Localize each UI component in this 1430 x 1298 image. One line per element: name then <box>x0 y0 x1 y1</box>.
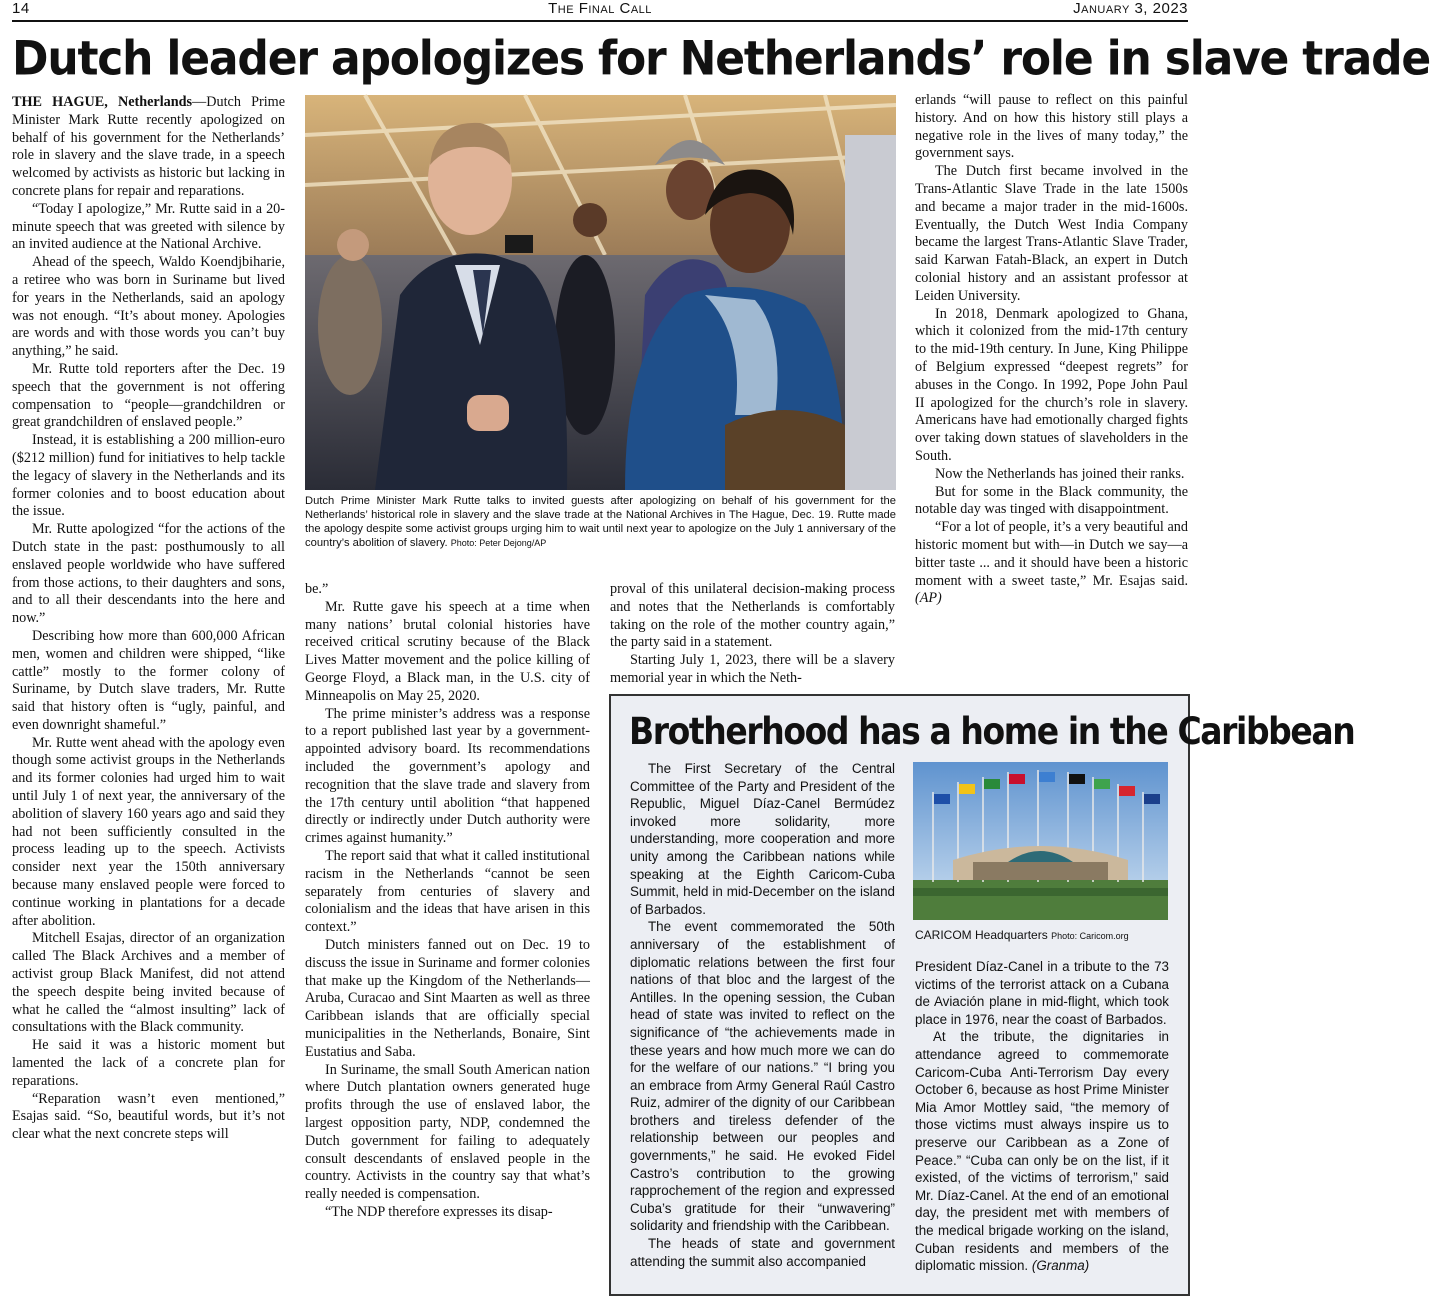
sidebar-signoff: (Granma) <box>1031 1258 1090 1274</box>
issue-date: January 3, 2023 <box>1073 0 1188 17</box>
article-paragraph: Describing how more than 600,000 African men, women and children were shipped, “like cattle” mostly to the former colony of Suriname, by Dutch slave traders, Mr. Rutte said that history often is “ugly, painful, and even downright shameful.” <box>12 627 285 733</box>
caricom-photo-credit: Photo: Caricom.org <box>1051 931 1129 941</box>
sidebar-paragraph: The heads of state and government attending the summit also accompanied <box>630 1236 895 1269</box>
article-paragraph: “Reparation wasn’t even mentioned,” Esajas said. “So, beautiful words, but it’s not clear what the next concrete steps will <box>12 1090 285 1143</box>
sidebar-column-1 <box>630 760 895 1270</box>
article-column-3 <box>610 581 895 688</box>
caricom-photo <box>913 762 1168 920</box>
article-paragraph: be.” <box>305 581 329 597</box>
article-signoff: (AP) <box>915 590 942 607</box>
sidebar-column-2 <box>915 958 1169 1275</box>
article-paragraph: Now the Netherlands has joined their ranks. <box>935 465 1185 482</box>
page-number: 14 <box>12 0 30 17</box>
article-paragraph: Mr. Rutte gave his speech at a time when many nations’ brutal colonial histories have received critical scrutiny because of the Black Lives Matter movement and the police killing of George Floyd, a Black man, in the U.S. city of Minneapolis on May 25, 2020. <box>305 598 590 704</box>
sidebar-paragraph: President Díaz-Canel in a tribute to the 73 victims of the terrorist attack on a Cubana de Aviación plane in mid-flight, which took place in 1976, near the coast of Barbados. <box>915 959 1169 1027</box>
article-paragraph: “The NDP therefore expresses its disap- <box>325 1203 553 1220</box>
article-paragraph: But for some in the Black community, the notable day was tinged with disappointment. <box>915 483 1188 518</box>
article-paragraph: In Suriname, the small South American nation where Dutch plantation owners generated huge profits through the use of enslaved labor, the largest opposition party, NDP, condemned the Dutch government for failing to adequately consult descendants of enslaved people in the country. Activists in the country say that what’s really needed is compensation. <box>305 1061 590 1203</box>
article-column-1 <box>12 94 285 1144</box>
article-paragraph: Mr. Rutte apologized “for the actions of the Dutch state in the past: posthumously to all enslaved people worldwide who have suffered from those actions, to their daughters and sons, and to all their descendants into the here and now.” <box>12 521 285 627</box>
article-column-2 <box>305 581 590 1222</box>
header-rule <box>12 20 1188 22</box>
article-paragraph: erlands “will pause to reflect on this painful history. And on how this history still plays a negative role in the lives of many today,” the government says. <box>915 92 1188 162</box>
article-paragraph: Mr. Rutte went ahead with the apology even though some activist groups in the Netherlands and its former colonies had urged him to wait until July 1 of next year, the anniversary of the abolition of slavery 160 years ago and said they had not been sufficiently consulted in the process leading up to the speech. Activists consider next year the 150th anniversary because many enslaved people were forced to continue working in plantations for a decade after abolition. <box>12 734 285 929</box>
article-paragraph: The Dutch first became involved in the Trans-Atlantic Slave Trade in the late 1500s and became a major trader in the mid-1600s. Eventually, the Dutch West India Company became the largest Trans-Atlantic Slave Trader, said Karwan Fatah-Black, an expert in Dutch colonial history and an assistant professor at Leiden University. <box>915 163 1188 304</box>
sidebar-paragraph: The First Secretary of the Central Committee of the Party and President of the Republic, Miguel Díaz-Canel Bermúdez invoked more solidarity, more understanding, more cooperation and more unity among the Caribbean nations while speaking at the Eighth Caricom-Cuba Summit, held in mid-December on the island of Barbados. <box>630 761 895 917</box>
sidebar-headline: Brotherhood has a home in the Caribbean <box>629 709 1355 754</box>
lead-photo-caption: Dutch Prime Minister Mark Rutte talks to invited guests after apologizing on behalf of his government for the Netherlands’ historical role in slavery and the slave trade at the National Archives in The Hague, Dec. 19. Rutte made the apology despite some activist groups urging him to wait until next year to apologize on the July 1 anniversary of the country’s abolition of slavery. Photo: Peter Dejong/AP <box>305 495 896 549</box>
article-paragraph: Mitchell Esajas, director of an organization called The Black Archives and a member of activist group Black Manifest, did not attend the speech despite being invited because of what he called the “almost insulting” lack of consultations with the Black community. <box>12 930 285 1036</box>
running-header <box>12 0 1188 20</box>
article-paragraph: Instead, it is establishing a 200 million-euro ($212 million) fund for initiatives to help tackle the legacy of slavery in the Netherlands and its former colonies and to boost education about the issue. <box>12 432 285 520</box>
article-column-4 <box>915 92 1188 608</box>
lead-photo <box>305 95 896 490</box>
article-paragraph: Dutch ministers fanned out on Dec. 19 to discuss the issue in Suriname and former colonies that make up the Kingdom of the Netherlands—Aruba, Curacao and Sint Maarten as well as three Caribbean islands that are officially special municipalities in the Netherlands, Bonaire, Sint Eustatius and Saba. <box>305 936 590 1060</box>
article-paragraph: “For a lot of people, it’s a very beautiful and historic moment but with—in Dutch we say—a bitter taste ... and it should have been a historic moment with a sweet taste,” Mr. Esajas said. (AP) <box>915 519 1188 607</box>
sidebar-paragraph: At the tribute, the dignitaries in attendance agreed to commemorate Caricom-Cuba Anti-Terrorism Day every October 6, because as host Prime Minister Mia Amor Mottley said, “the memory of those victims must always inspire us to preserve our Caribbean as a Zone of Peace.” “Cuba can only be on the list, if it existed, of the victims of terrorism,” said Mr. Díaz-Canel. At the end of an emotional day, the president met with members of the medical brigade working on the island, Cuban residents and members of the diplomatic mission. (Granma) <box>915 1029 1169 1274</box>
article-paragraph: Starting July 1, 2023, there will be a slavery memorial year in which the Neth- <box>610 652 895 686</box>
lead-photo-credit: Photo: Peter Dejong/AP <box>450 538 547 548</box>
article-paragraph: THE HAGUE, Netherlands—Dutch Prime Minister Mark Rutte recently apologized on behalf of his government for the Netherlands’ role in slavery and the slave trade, in a speech welcomed by activists as historic but lacking in concrete plans for repair and reparations. <box>12 94 286 199</box>
article-paragraph: “Today I apologize,” Mr. Rutte said in a 20-minute speech that was greeted with silence by an invited audience at the National Archive. <box>12 200 285 253</box>
article-paragraph: The prime minister’s address was a response to a report published last year by a government-appointed advisory board. Its recommendations included the government’s apology and recognition that the slave trade and slavery from the 17th century until abolition “that happened directly or indirectly under Dutch authority were crimes against humanity.” <box>305 705 590 847</box>
article-paragraph: In 2018, Denmark apologized to Ghana, which it colonized from the mid-17th century to the mid-19th century. In June, King Philippe of Belgium expressed “deepest regrets” for abuses in the Congo. In 1992, Pope John Paul II apologized for the church’s role in slavery. Americans have had emotionally charged fights over taking down statues of slaveholders in the South. <box>915 305 1188 464</box>
publication-name: The Final Call <box>548 0 652 17</box>
article-paragraph: The report said that what it called institutional racism in the Netherlands “cannot be seen separately from centuries of slavery and colonialism and the ideas that have arisen in this context.” <box>305 847 590 936</box>
caricom-photo-caption: CARICOM Headquarters Photo: Caricom.org <box>915 928 1129 942</box>
sidebar-paragraph: The event commemorated the 50th anniversary of the establishment of diplomatic relations between the first four nations of that bloc and the largest of the Antilles. In the opening session, the Cuban head of state was invited to reflect on the significance of “the achievements made in these years and how much more we can do for the welfare of our nations.” “I bring you an embrace from Army General Raúl Castro Ruiz, admirer of the dignity of our Caribbean brothers and tireless defender of the relationship between our peoples and governments,” he said. He evoked Fidel Castro’s contribution to the growing rapprochement of the region and expressed Cuba’s gratitude for their “unwavering” solidarity and friendship with the Caribbean. <box>630 919 895 1234</box>
caricom-photo-illustration <box>913 762 1168 920</box>
lead-photo-illustration <box>305 95 896 490</box>
article-paragraph: Ahead of the speech, Waldo Koendjbiharie, a retiree who was born in Suriname but lived for years in the Netherlands, said an apology was not enough. “It’s about money. Apologies are words and with those words you can’t buy anything,” he said. <box>12 254 285 360</box>
article-paragraph: proval of this unilateral decision-making process and notes that the Netherlands is comfortably taking on the role of the mother country again,” the party said in a statement. <box>610 581 895 651</box>
article-headline: Dutch leader apologizes for Netherlands’ role in slave trade <box>12 31 1430 87</box>
article-paragraph: Mr. Rutte told reporters after the Dec. 19 speech that the government is not offering compensation to “people—grandchildren or great grandchildren of enslaved people.” <box>12 360 285 431</box>
dateline: THE HAGUE, Netherlands <box>12 94 193 110</box>
article-paragraph: He said it was a historic moment but lamented the lack of a concrete plan for reparations. <box>12 1037 285 1089</box>
